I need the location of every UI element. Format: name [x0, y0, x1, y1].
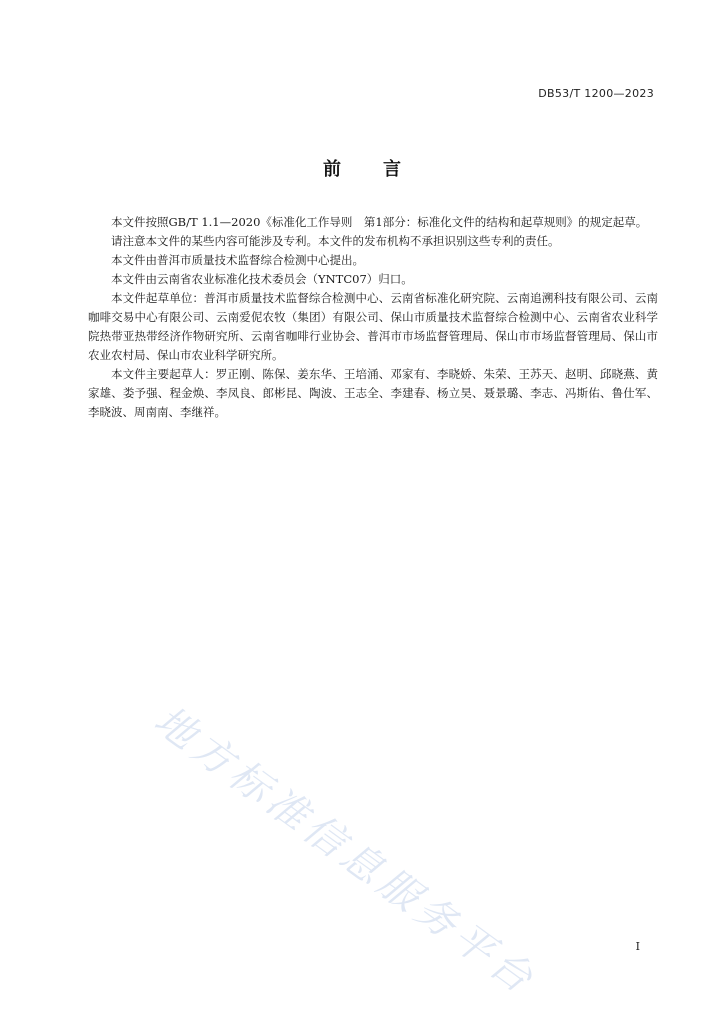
- paragraph-drafting-rules: 本文件按照GB/T 1.1—2020《标准化工作导则 第1部分：标准化文件的结构和起草规则》的规定起草。: [111, 215, 648, 229]
- paragraph-committee: 本文件由云南省农业标准化技术委员会（YNTC07）归口。: [111, 272, 413, 286]
- watermark-text: 地方标准信息服务平台: [145, 697, 545, 1005]
- page-number: I: [635, 940, 640, 953]
- paragraph-proposer: 本文件由普洱市质量技术监督综合检测中心提出。: [111, 253, 364, 267]
- document-code: DB53/T 1200—2023: [538, 87, 654, 100]
- paragraph-drafters: 本文件主要起草人：罗正刚、陈保、姜东华、王培涌、邓家有、李晓娇、朱荣、王苏天、赵明、邱晓燕、黄家雄、娄予强、程金焕、李凤良、郎彬昆、陶波、王志全、李建春、杨立昊、聂景璐、李志、冯斯佑、鲁仕军、李晓波、周南南、李继祥。: [88, 367, 658, 419]
- foreword-body: [88, 213, 658, 422]
- paragraph-drafting-units: 本文件起草单位：普洱市质量技术监督综合检测中心、云南省标准化研究院、云南追溯科技有限公司、云南咖啡交易中心有限公司、云南爱伲农牧（集团）有限公司、保山市质量技术监督综合检测中心、云南省农业科学院热带亚热带经济作物研究所、云南省咖啡行业协会、普洱市市场监督管理局、保山市市场监督管理局、保山市农业农村局、保山市农业科学研究所。: [88, 291, 658, 362]
- paragraph-patent-notice: 请注意本文件的某些内容可能涉及专利。本文件的发布机构不承担识别这些专利的责任。: [111, 234, 560, 248]
- page-title: 前言: [323, 159, 443, 180]
